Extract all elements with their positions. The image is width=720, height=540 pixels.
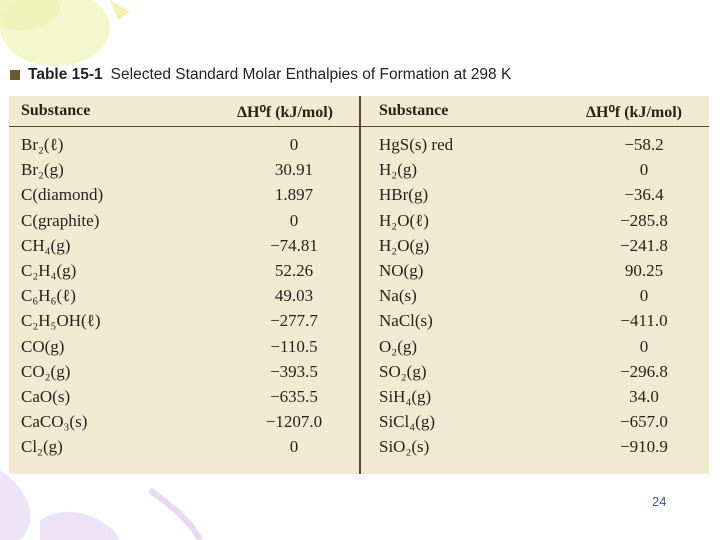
substance-cell: NO(g) <box>379 261 424 280</box>
value-cell: −74.81 <box>270 235 318 255</box>
value-cell: −657.0 <box>620 412 668 432</box>
value-cell: 0 <box>289 210 299 230</box>
substance-cell: Na(s) <box>379 286 417 306</box>
table-row <box>9 334 709 359</box>
title-bullet-icon <box>10 70 20 80</box>
value-cell: −58.2 <box>624 135 664 154</box>
substance-cell: C(graphite) <box>21 210 100 230</box>
substance-cell: SiO₂(s) <box>379 437 430 457</box>
value-cell: 0 <box>639 336 649 356</box>
table-row <box>9 308 709 333</box>
substance-cell: H₂O(g) <box>379 235 430 255</box>
table-row <box>9 157 709 182</box>
value-cell: 34.0 <box>629 387 659 406</box>
table-title <box>10 64 511 86</box>
value-cell: −635.5 <box>270 387 318 406</box>
table-row <box>9 182 709 207</box>
value-cell: −36.4 <box>624 185 664 205</box>
table-row <box>9 132 709 157</box>
value-cell: −110.5 <box>270 336 318 356</box>
header-value-right: ΔH⁰f (kJ/mol) <box>586 104 682 121</box>
header-value-left: ΔH⁰f (kJ/mol) <box>237 104 333 121</box>
table-row <box>9 409 709 434</box>
page-number: 24 <box>652 494 667 509</box>
header-substance-right: Substance <box>379 102 449 119</box>
table-label: Table 15-1 <box>28 66 103 83</box>
value-cell: 49.03 <box>274 286 314 306</box>
value-cell: −1207.0 <box>265 412 323 432</box>
substance-cell: H₂(g) <box>379 160 418 180</box>
substance-cell: SiH₄(g) <box>379 387 432 406</box>
value-cell: −910.9 <box>620 437 668 457</box>
substance-cell: CO₂(g) <box>21 361 71 381</box>
value-cell: −241.8 <box>620 235 668 255</box>
substance-cell: SiCl₄(g) <box>379 412 435 432</box>
value-cell: 0 <box>289 437 299 457</box>
substance-cell: Cl₂(g) <box>21 437 63 457</box>
value-cell: −393.5 <box>270 361 318 381</box>
substance-cell: C₆H₆(ℓ) <box>21 286 76 306</box>
table-row <box>9 359 709 384</box>
value-cell: 0 <box>639 286 649 306</box>
substance-cell: C₂H₅OH(ℓ) <box>21 311 101 331</box>
substance-cell: HgS(s) red <box>379 135 454 154</box>
substance-cell: SO₂(g) <box>379 361 427 381</box>
substance-cell: O₂(g) <box>379 336 418 356</box>
substance-cell: CO(g) <box>21 336 65 356</box>
value-cell: 1.897 <box>274 185 314 205</box>
table-caption: Selected Standard Molar Enthalpies of Formation at 298 K <box>110 66 512 83</box>
substance-cell: HBr(g) <box>379 185 429 205</box>
table-row <box>9 233 709 258</box>
substance-cell: NaCl(s) <box>379 311 433 331</box>
enthalpy-table <box>9 96 709 474</box>
substance-cell: C₂H₄(g) <box>21 261 77 280</box>
table-row <box>9 434 709 459</box>
value-cell: 0 <box>289 135 299 154</box>
table-row <box>9 258 709 283</box>
value-cell: −296.8 <box>620 361 668 381</box>
substance-cell: C(diamond) <box>21 185 104 205</box>
table-row <box>9 208 709 233</box>
value-cell: 30.91 <box>274 160 314 180</box>
value-cell: −277.7 <box>270 311 318 331</box>
substance-cell: Br₂(g) <box>21 160 64 180</box>
value-cell: −285.8 <box>620 210 668 230</box>
value-cell: 0 <box>639 160 649 180</box>
table-row <box>9 384 709 409</box>
substance-cell: CaCO₃(s) <box>21 412 88 432</box>
value-cell: −411.0 <box>620 311 668 331</box>
header-substance-left: Substance <box>21 102 91 119</box>
value-cell: 52.26 <box>274 261 314 280</box>
table-row <box>9 283 709 308</box>
substance-cell: H₂O(ℓ) <box>379 210 429 230</box>
value-cell: 90.25 <box>624 261 664 280</box>
substance-cell: CaO(s) <box>21 387 71 406</box>
substance-cell: Br₂(ℓ) <box>21 135 64 154</box>
substance-cell: CH₄(g) <box>21 235 71 255</box>
